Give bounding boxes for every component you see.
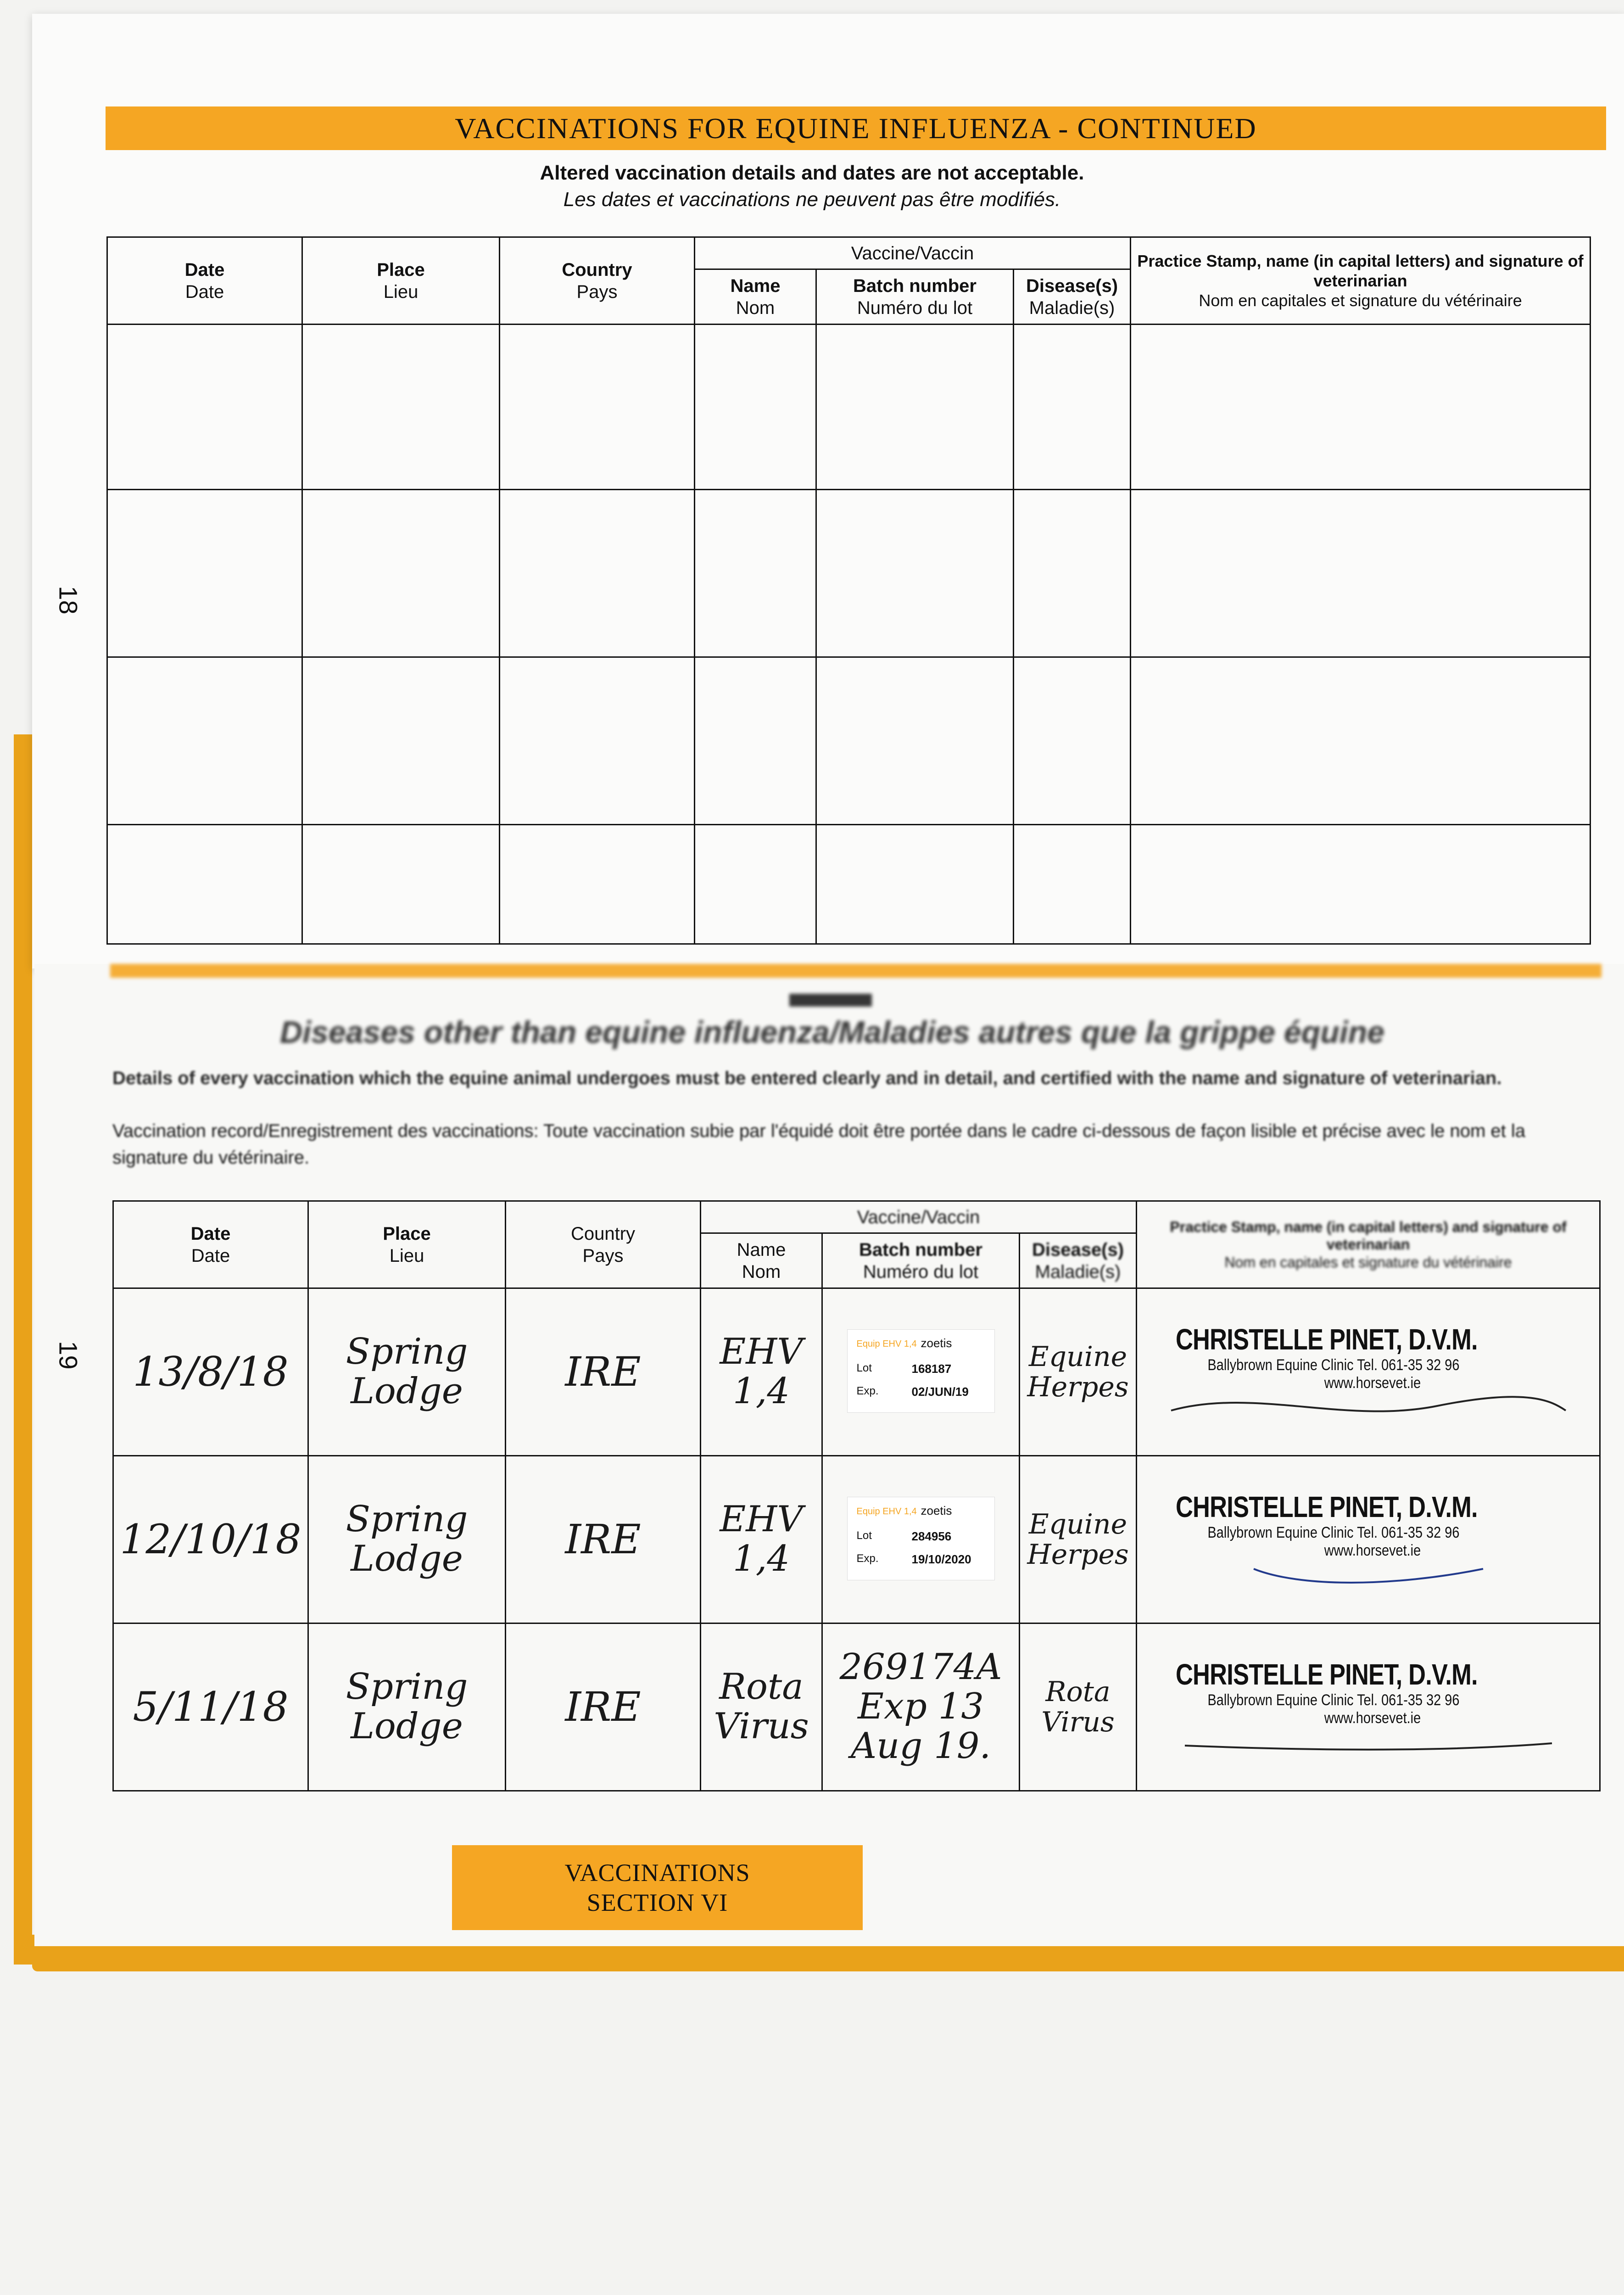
- section-footer-banner: VACCINATIONS SECTION VI: [452, 1845, 863, 1930]
- vet-stamp: CHRISTELLE PINET, D.V.M. Ballybrown Equine Clinic Tel. 061-35 32 96 www.horsevet.ie: [1137, 1288, 1600, 1456]
- handwritten-country: IRE: [565, 1348, 641, 1395]
- vet-stamp: CHRISTELLE PINET, D.V.M. Ballybrown Equine Clinic Tel. 061-35 32 96 www.horsevet.ie: [1137, 1456, 1600, 1623]
- header-date: Date Date: [113, 1201, 308, 1288]
- header-date: Date Date: [107, 237, 302, 325]
- header-disease: Disease(s) Maladie(s): [1014, 269, 1131, 325]
- header-batch-number: Batch number Numéro du lot: [816, 269, 1014, 325]
- handwritten-vaccine-name: Rota Virus: [714, 1666, 809, 1747]
- page-title: Diseases other than equine influenza/Maladies autres que la grippe équine: [280, 1015, 1385, 1050]
- header-vaccine-name: Name Nom: [695, 269, 816, 325]
- section-banner-blurred: [110, 964, 1602, 978]
- handwritten-country: IRE: [565, 1515, 641, 1563]
- handwritten-place: Spring Lodge: [346, 1331, 468, 1412]
- header-batch-number: Batch number Numéro du lot: [822, 1233, 1020, 1288]
- table-row: [113, 1623, 1600, 1791]
- header-vaccine: Vaccine/Vaccin: [701, 1201, 1137, 1233]
- handwritten-disease: Rota Virus: [1041, 1676, 1115, 1738]
- handwritten-date: 12/10/18: [120, 1515, 301, 1563]
- header-place: Place Lieu: [302, 237, 500, 325]
- vet-stamp: CHRISTELLE PINET, D.V.M. Ballybrown Equine Clinic Tel. 061-35 32 96 www.horsevet.ie: [1137, 1623, 1600, 1791]
- table-row: [113, 1456, 1600, 1623]
- header-country: Country Pays: [500, 237, 695, 325]
- table-row: [107, 490, 1591, 657]
- vaccine-batch-sticker: Equip EHV 1,4 zoetis Lot 284956 Exp. 19/10/2020: [847, 1497, 995, 1580]
- handwritten-disease: Equine Herpes: [1027, 1341, 1129, 1403]
- influenza-vaccination-table: [106, 236, 1591, 945]
- notice-english: Altered vaccination details and dates are not acceptable.: [540, 162, 1084, 184]
- signature-scribble: [1162, 1392, 1575, 1420]
- handwritten-date: 13/8/18: [133, 1348, 289, 1395]
- handwritten-vaccine-name: EHV 1,4: [720, 1331, 803, 1412]
- handwritten-place: Spring Lodge: [346, 1666, 468, 1747]
- handwritten-vaccine-name: EHV 1,4: [720, 1499, 803, 1579]
- table-row: [107, 825, 1591, 944]
- header-stamp: Practice Stamp, name (in capital letters) and signature of veterinarian Nom en capitales et signature du vétérinaire: [1131, 237, 1591, 325]
- header-stamp: Practice Stamp, name (in capital letters) and signature of veterinarian Nom en capitales et signature du vétérinaire: [1137, 1201, 1600, 1288]
- instructions-english: Details of every vaccination which the equine animal undergoes must be entered clearly and in detail, and certified with the name and signature of veterinarian.: [112, 1068, 1502, 1088]
- header-country: Country Pays: [506, 1201, 701, 1288]
- page-number: 19: [54, 1341, 83, 1370]
- header-disease: Disease(s) Maladie(s): [1020, 1233, 1137, 1288]
- vaccine-batch-sticker: Equip EHV 1,4 zoetis Lot 168187 Exp. 02/JUN/19: [847, 1329, 995, 1413]
- page-number: 18: [54, 586, 83, 615]
- instructions-french: Vaccination record/Enregistrement des vaccinations: Toute vaccination subie par l'équidé doit être portée dans le cadre ci-dessous de façon lisible et précise avec le nom et la signature du vétérinaire.: [112, 1121, 1526, 1168]
- handwritten-date: 5/11/18: [133, 1683, 289, 1730]
- signature-scribble: [1162, 1560, 1575, 1587]
- notice-french: Les dates et vaccinations ne peuvent pas être modifiés.: [563, 188, 1061, 211]
- header-place: Place Lieu: [308, 1201, 506, 1288]
- signature-scribble: [1162, 1727, 1575, 1755]
- table-row: [107, 325, 1591, 490]
- section-label-blurred: [789, 994, 872, 1007]
- other-diseases-vaccination-table: [112, 1200, 1601, 1791]
- book-cover-edge: [14, 734, 32, 1965]
- table-row: [113, 1288, 1600, 1456]
- section-banner: VACCINATIONS FOR EQUINE INFLUENZA - CONTINUED: [106, 106, 1606, 150]
- header-vaccine: Vaccine/Vaccin: [695, 237, 1131, 269]
- handwritten-place: Spring Lodge: [346, 1499, 468, 1579]
- handwritten-country: IRE: [565, 1683, 641, 1730]
- header-vaccine-name: Name Nom: [701, 1233, 822, 1288]
- handwritten-batch-number: 269174A Exp 13 Aug 19.: [839, 1646, 1002, 1767]
- table-row: [107, 657, 1591, 825]
- handwritten-disease: Equine Herpes: [1027, 1508, 1129, 1571]
